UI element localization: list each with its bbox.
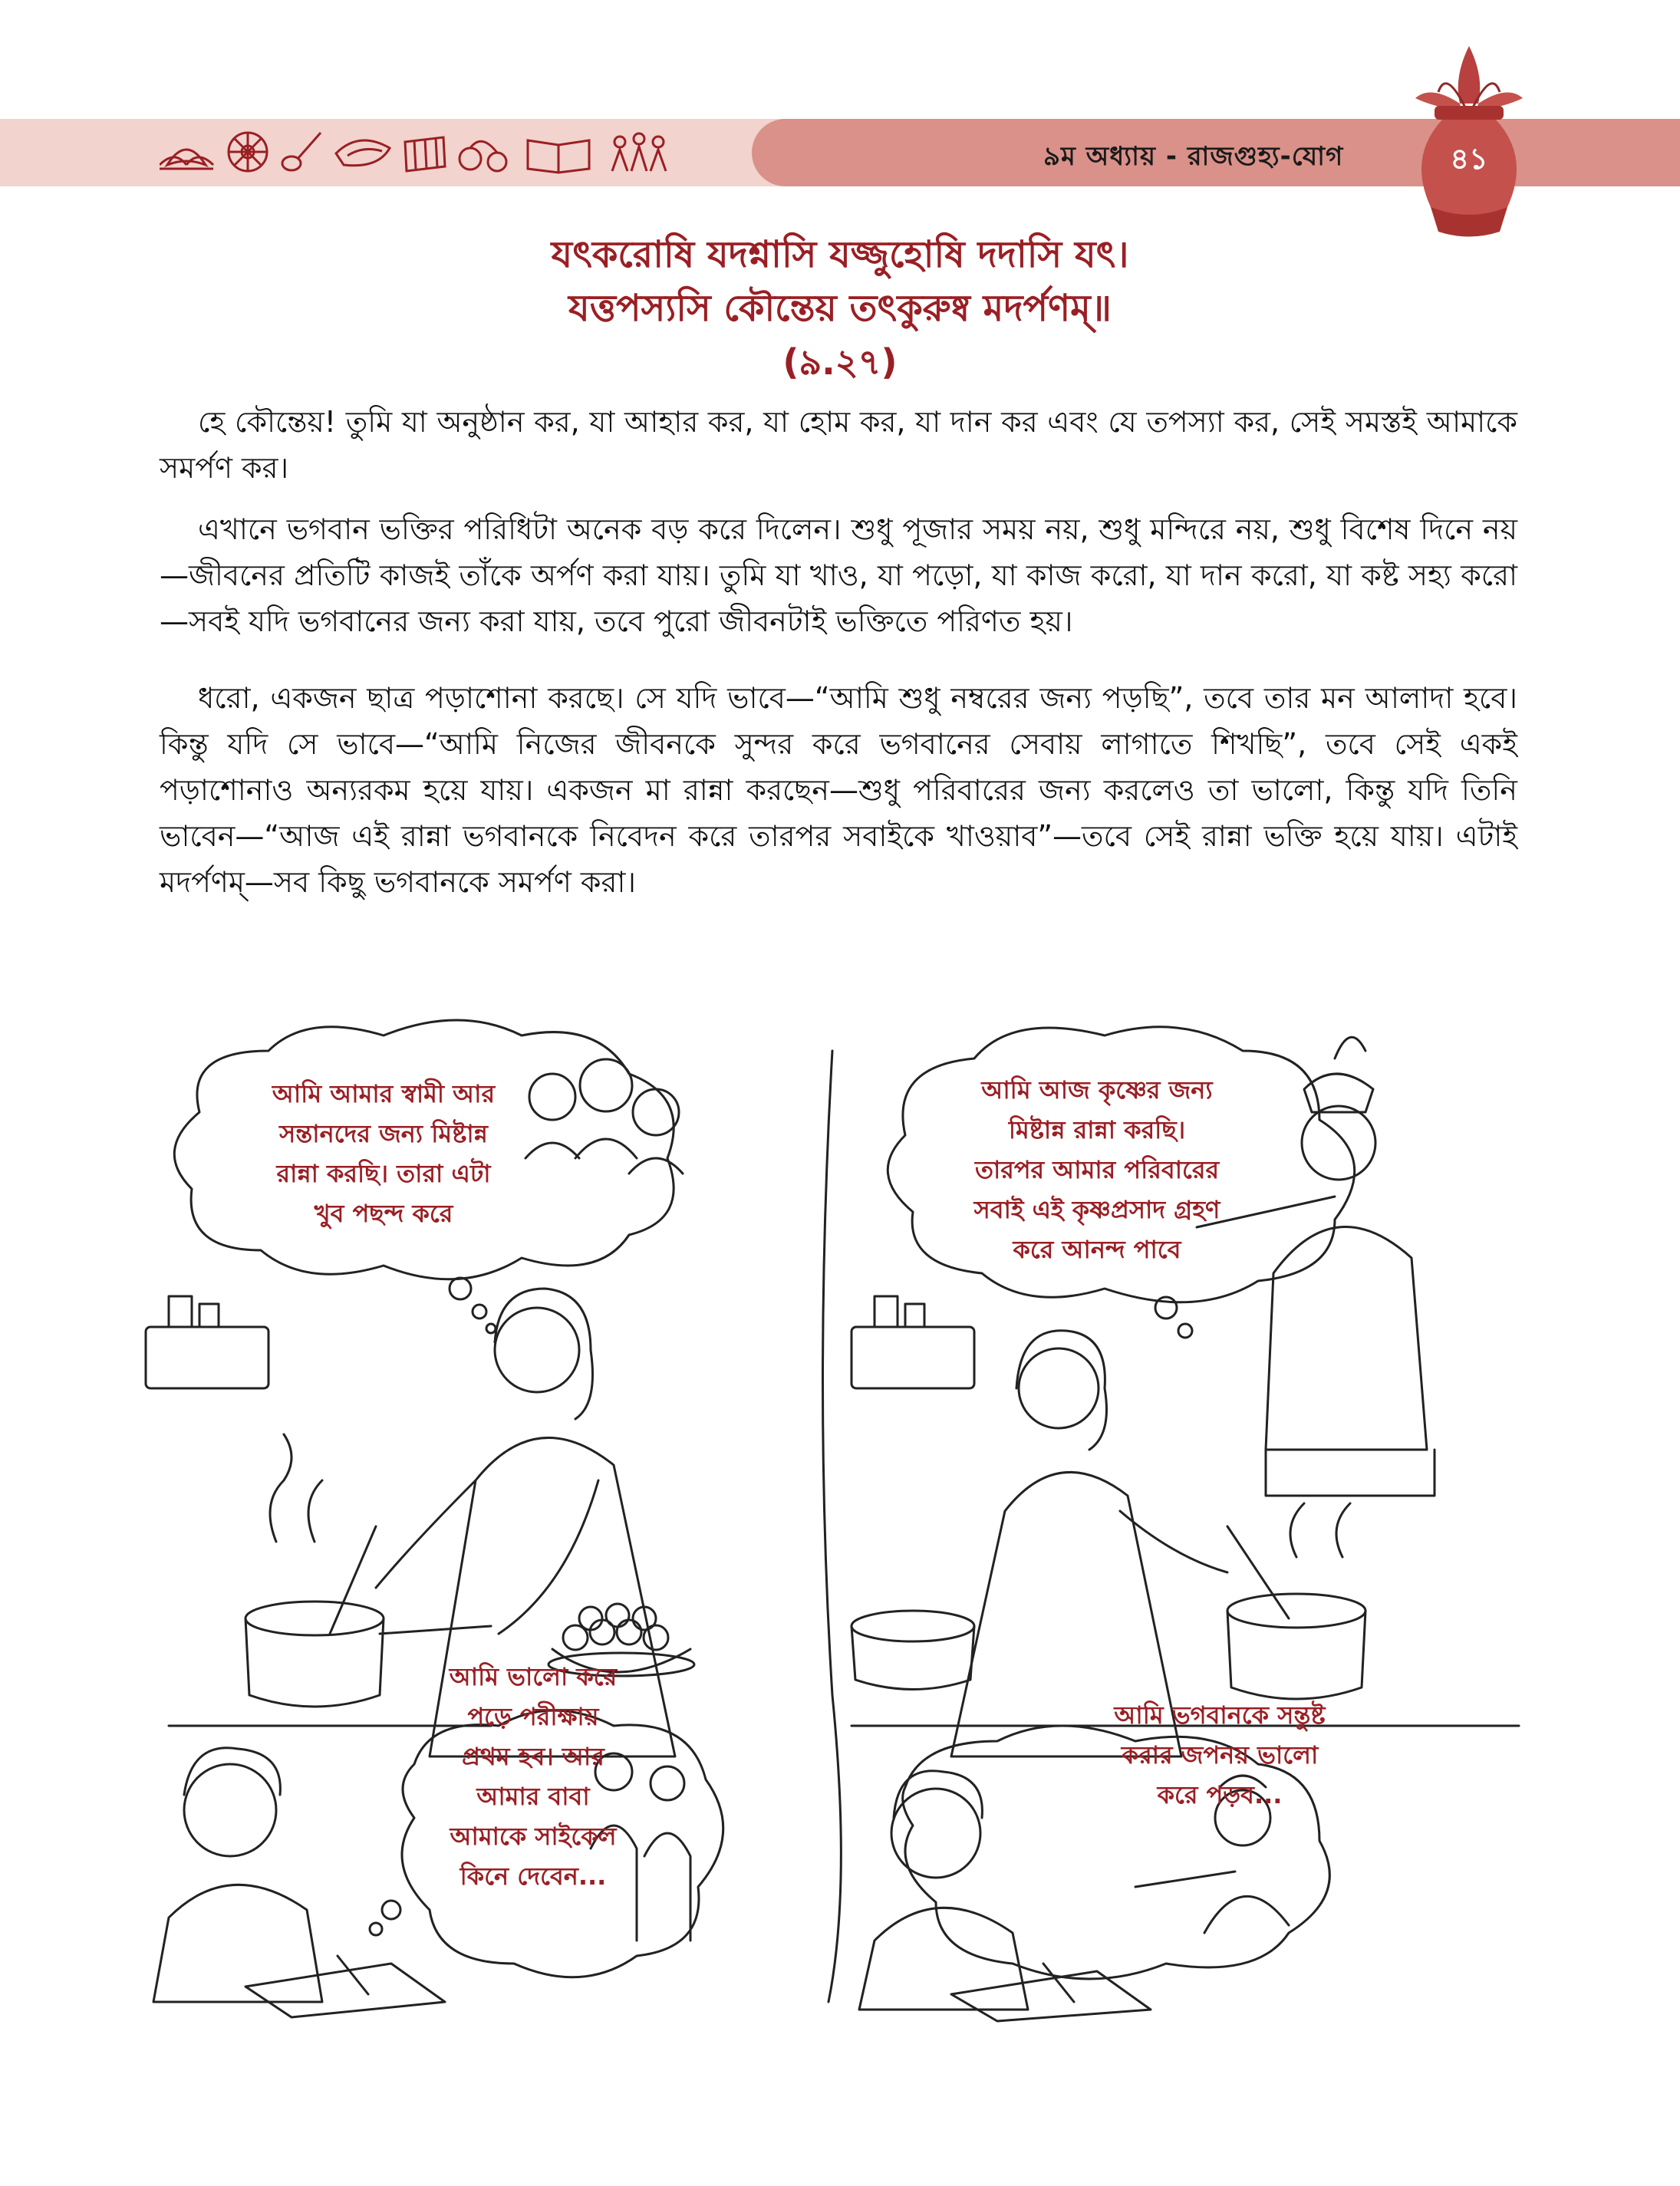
conch-icon [336, 140, 390, 166]
bubble-line: আমি আমার স্বামী আর [272, 1079, 496, 1108]
drum-icon [405, 137, 445, 171]
bubble-line: প্রথম হব। আর [462, 1742, 604, 1771]
bubble-line: আমি ভালো করে [449, 1662, 618, 1691]
paragraph-3: ধরো, একজন ছাত্র পড়াশোনা করছে। সে যদি ভাবে—“আমি শুধু নম্বরের জন্য পড়ছি”, তবে তার মন আলাদা হবে। কিন্তু যদি সে ভাবে—“আমি নিজের জীবনকে সুন্দর করে ভগবানের সেবায় লাগাতে শিখছি”, তবে সেই একই পড়াশোনাও অন্যরকম হয়ে যায়। একজন মা রান্না করছেন—শুধু পরিবারের জন্য করলেও তা ভালো, কিন্তু যদি তিনি ভাবেন—“আজ এই রান্না ভগবানকে নিবেদন করে তারপর সবাইকে খাওয়াব”—তবে সেই রান্না ভক্তি হয়ে যায়। এটাই মদর্পণম্—সব কিছু ভগবানকে সমর্পণ করা। [160, 681, 1517, 899]
bubble-line: আমি ভগবানকে সন্তুষ্ট [1114, 1700, 1326, 1730]
bubble-line: আমার বাবা [476, 1782, 590, 1811]
bubble-boy-left [426, 1657, 641, 1896]
bubble-line: কিনে দেবেন... [460, 1862, 607, 1891]
bubble-line: করে পড়ব... [1157, 1780, 1283, 1809]
bubble-line: করে আনন্দ পাবে [1013, 1235, 1181, 1264]
paragraph-translation [160, 399, 1517, 491]
bubble-line: আমাকে সাইকেল [450, 1822, 617, 1851]
chapter-title: ৯ম অধ্যায় - রাজগুহ্য-যোগ [1043, 141, 1344, 172]
bubble-line: আমি আজ কৃষ্ণের জন্য [981, 1075, 1213, 1105]
wheel-icon [229, 133, 267, 171]
ladle-icon [282, 133, 321, 170]
bubble-mother-left [230, 1074, 537, 1233]
deity-group-icon [612, 133, 666, 171]
bubble-mother-right [936, 1070, 1258, 1269]
header-ornaments [160, 127, 697, 177]
paragraph-example [160, 675, 1517, 905]
verse-number: (৯.২৭) [782, 341, 898, 383]
cooking-pot-right [852, 1503, 1519, 1726]
verse-line-1: যৎকরোষি যদশ্নাসি যজ্জুহোষি দদাসি যৎ। [551, 233, 1129, 276]
lotus-icon [160, 150, 213, 169]
paragraph-1: হে কৌন্তেয়! তুমি যা অনুষ্ঠান কর, যা আহার কর, যা হোম কর, যা দান কর এবং যে তপস্যা কর, সেই সমস্তই আমাকে সমর্পণ কর। [160, 405, 1517, 485]
bubble-line: খুব পছন্দ করে [314, 1199, 453, 1228]
bubble-line: সন্তানদের জন্য মিষ্টান্ন [279, 1119, 488, 1148]
page-number: ৪১ [1450, 142, 1488, 176]
paragraph-explanation [160, 506, 1517, 644]
bubble-line: পড়ে পরীক্ষায় [467, 1702, 599, 1731]
bubble-line: মিষ্টান্ন রান্না করছি। [1008, 1115, 1186, 1144]
paragraph-2: এখানে ভগবান ভক্তির পরিধিটা অনেক বড় করে দিলেন। শুধু পূজার সময় নয়, শুধু মন্দিরে নয়, শুধু বিশেষ দিনে নয়—জীবনের প্রতিটি কাজই তাঁকে অর্পণ করা যায়। তুমি যা খাও, যা পড়ো, যা কাজ করো, যা দান করো, যা কষ্ট সহ্য করো—সবই যদি ভগবানের জন্য করা যায়, তবে পুরো জীবনটাই ভক্তিতে পরিণত হয়। [160, 512, 1517, 638]
verse-line-2: যত্তপস্যসি কৌন্তেয় তৎকুরুষ্ব মদর্পণম্॥ [568, 287, 1112, 330]
bubble-boy-right [1074, 1695, 1365, 1815]
panel-divider [823, 1051, 842, 2002]
family-sketch [525, 1059, 683, 1174]
mother-right-sketch [951, 1331, 1227, 1756]
bubble-line: তারপর আমার পরিবারের [974, 1155, 1220, 1184]
bubble-line: রান্না করছি। তারা এটা [276, 1159, 491, 1188]
bubble-line: করার জপনয় ভালো [1121, 1740, 1319, 1770]
book-icon [528, 140, 589, 173]
bubble-line: সবাই এই কৃষ্ণপ্রসাদ গ্রহণ [973, 1195, 1220, 1224]
cymbals-icon [460, 141, 506, 171]
boy-left-sketch [153, 1748, 445, 2017]
